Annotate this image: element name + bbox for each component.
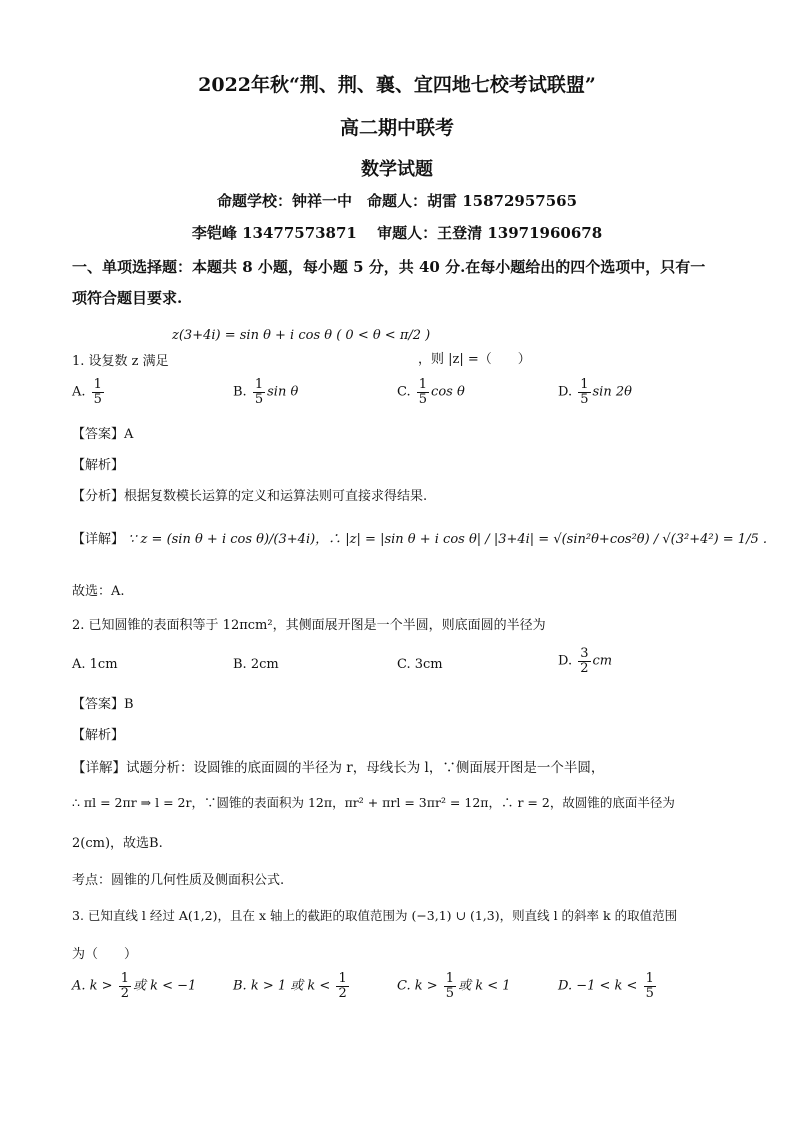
- q1-option-a-fraction: $\frac{1}{5}$: [93, 377, 102, 407]
- q3-option-d-fraction: $\frac{1}{5}$: [645, 971, 654, 1001]
- q3-stem-1: 3. 已知直线 l 经过 A(1,2)，且在 x 轴上的截距的取值范围为 (−3,1) ∪ (1,3)，则直线 l 的斜率 k 的取值范围: [72, 908, 678, 923]
- q3-stem-2: 为（ ）: [72, 947, 138, 962]
- q3-option-b-prefix: B. k > 1 或 k <: [233, 978, 331, 994]
- exam-subject: 数学试题: [361, 159, 433, 180]
- q2-option-c: C. 3cm: [397, 657, 443, 672]
- q3-option-b: [233, 972, 351, 1000]
- q2-detail-1: 【详解】试题分析：设圆锥的底面圆的半径为 r，母线长为 l，∵侧面展开图是一个半圆，: [72, 760, 605, 776]
- exam-title: 2022年秋“荆、荆、襄、宜四地七校考试联盟”: [198, 74, 596, 96]
- q2-keypoint: 考点：圆锥的几何性质及侧面积公式.: [72, 873, 285, 888]
- q3-option-c-prefix: C. k >: [397, 978, 438, 994]
- q1-detail: [72, 528, 767, 547]
- q2-answer: 【答案】B: [72, 697, 134, 712]
- q2-stem: 2. 已知圆锥的表面积等于 12πcm²，其侧面展开图是一个半圆，则底面圆的半径为: [72, 618, 546, 633]
- q2-option-d-label: D.: [558, 653, 573, 669]
- q1-stem-start: 1. 设复数 z 满足: [72, 354, 169, 369]
- q1-detail-math: ∵ z = (sin θ + i cos θ)/(3+4i)，∴ |z| = |sin θ + i cos θ| / |3+4i| = √(sin²θ+cos²θ) / √(3²+4²) = 1/5 .: [128, 532, 767, 547]
- q3-option-c: [397, 972, 511, 1000]
- q1-answer: 【答案】A: [72, 427, 134, 442]
- q2-option-a: A. 1cm: [72, 657, 118, 672]
- q2-detail-2: ∴ πl = 2πr ⇒ l = 2r，∵圆锥的表面积为 12π，πr² + πrl = 3πr² = 12π，∴ r = 2，故圆锥的底面半径为: [72, 795, 675, 810]
- q2-solution-label: 【解析】: [72, 728, 125, 743]
- q2-option-d: [558, 647, 612, 675]
- q3-option-a-suffix: 或 k < −1: [132, 978, 197, 994]
- q2-option-b: B. 2cm: [233, 657, 279, 672]
- q3-option-b-fraction: $\frac{1}{2}$: [338, 971, 347, 1001]
- q1-option-c: [397, 378, 465, 406]
- q1-option-d-value: sin 2θ: [592, 384, 632, 400]
- author-line-2: 李铠峰 13477573871 审题人：王登清 13971960678: [191, 224, 603, 242]
- q1-solution-label: 【解析】: [72, 458, 125, 473]
- q1-option-a-label: A.: [72, 384, 86, 400]
- author-line-1: 命题学校：钟祥一中 命题人：胡雷 15872957565: [216, 192, 578, 210]
- q3-option-d: [558, 972, 658, 1000]
- section-heading-line-1: 一、单项选择题：本题共 8 小题，每小题 5 分，共 40 分.在每小题给出的四个选项中，只有一: [72, 258, 706, 276]
- q3-option-d-prefix: D. −1 < k <: [558, 978, 638, 994]
- q1-option-b-fraction: $\frac{1}{5}$: [254, 377, 264, 407]
- q2-option-d-fraction: $\frac{3}{2}$: [580, 646, 589, 676]
- q1-stem-prefix: [72, 350, 169, 369]
- q1-option-c-label: C.: [397, 384, 411, 400]
- q1-condition-formula: z(3+4i) = sin θ + i cos θ ( 0 < θ < π/2 ): [172, 328, 431, 343]
- q1-option-d-label: D.: [558, 384, 573, 400]
- q2-detail-3: 2(cm)，故选B.: [72, 836, 163, 851]
- q1-option-b-value: sin θ: [267, 384, 299, 400]
- q2-option-d-unit: cm: [592, 653, 613, 669]
- q1-stem-suffix: ，则 |z| =（ ）: [418, 352, 531, 367]
- q1-conclusion: 故选：A.: [72, 584, 125, 599]
- q3-option-c-fraction: $\frac{1}{5}$: [445, 971, 455, 1001]
- q3-option-a-fraction: $\frac{1}{2}$: [120, 971, 129, 1001]
- q1-option-b-label: B.: [233, 384, 247, 400]
- q1-option-c-value: cos θ: [431, 384, 465, 400]
- q1-analysis: 【分析】根据复数模长运算的定义和运算法则可直接求得结果.: [72, 489, 428, 504]
- q3-option-c-suffix: 或 k < 1: [458, 978, 511, 994]
- section-heading-line-2: 项符合题目要求.: [72, 289, 183, 307]
- q1-option-d-fraction: $\frac{1}{5}$: [580, 377, 589, 407]
- exam-subtitle: 高二期中联考: [339, 117, 454, 139]
- q1-option-c-fraction: $\frac{1}{5}$: [418, 377, 428, 407]
- q1-option-a: [72, 378, 106, 406]
- q1-option-d: [558, 378, 632, 406]
- q3-option-a-prefix: A. k >: [72, 978, 113, 994]
- q1-detail-label: 【详解】: [72, 532, 125, 547]
- q3-option-a: [72, 972, 196, 1000]
- q1-option-b: [233, 378, 298, 406]
